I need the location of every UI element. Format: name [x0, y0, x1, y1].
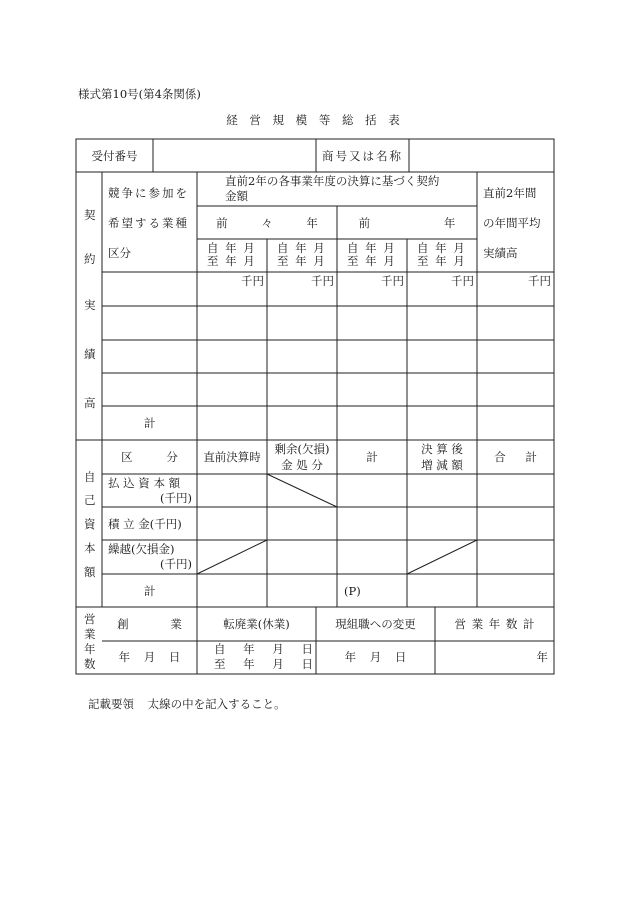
carried-forward-label-2: (千円)	[160, 557, 192, 571]
last-two-years-label-1: 直前2年の各事業年度の決算に基づく契約	[225, 174, 440, 188]
change-date: 年 月 日	[344, 650, 407, 664]
form-title: 経 営 規 模 等 総 括 表	[226, 113, 404, 127]
post-settlement-change-header-2: 増 減 額	[421, 458, 463, 472]
form-number: 様式第10号(第4条関係)	[78, 87, 201, 101]
diagonal-strike	[267, 474, 337, 507]
period-from-3: 自 年 月	[347, 241, 395, 255]
unit-label: 千円	[381, 274, 404, 288]
paid-in-capital-label-2: (千円)	[160, 491, 192, 505]
diagonal-strike	[407, 540, 477, 574]
capital-side-label-3: 資	[84, 517, 96, 531]
period-from-4: 自 年 月	[417, 241, 465, 255]
founded-date: 年 月 日	[118, 650, 181, 664]
suspension-to: 至 年 月 日	[214, 657, 313, 671]
grand-total-header: 合 計	[494, 450, 537, 464]
unit-label: 千円	[528, 274, 551, 288]
period-to-2: 至 年 月	[277, 254, 325, 268]
last-year-label: 前 年	[358, 216, 456, 230]
total-years-label: 営 業 年 数 計	[454, 617, 535, 631]
founded-label: 創 業	[117, 617, 182, 631]
at-settlement-header: 直前決算時	[203, 450, 261, 464]
capital-side-label-4: 本	[84, 541, 96, 555]
surplus-disposal-header-1: 剰余(欠損)	[274, 442, 330, 456]
period-to-1: 至 年 月	[207, 254, 255, 268]
period-from-2: 自 年 月	[277, 241, 325, 255]
organization-change-label: 現組職への変更	[335, 617, 416, 631]
average-label-1: 直前2年間	[483, 186, 537, 200]
year-before-last-label: 前 々 年	[216, 216, 318, 230]
business-type-label-2: 希望する業種	[108, 216, 189, 230]
period-to-4: 至 年 月	[417, 254, 465, 268]
unit-label: 千円	[241, 274, 264, 288]
average-label-3: 実績高	[483, 246, 518, 260]
suspension-label: 転廃業(休業)	[223, 617, 290, 631]
reserves-label: 積 立 金(千円)	[108, 517, 182, 531]
period-to-3: 至 年 月	[347, 254, 395, 268]
business-type-label-3: 区分	[108, 246, 131, 260]
subtotal-header: 計	[366, 450, 378, 464]
carried-forward-label-1: 繰越(欠損金)	[108, 542, 175, 556]
contract-side-label-2: 約	[84, 252, 96, 266]
footnote: 記載要領 太線の中を記入すること。	[88, 697, 286, 711]
unit-label: 千円	[311, 274, 334, 288]
capital-side-label-5: 額	[84, 565, 96, 579]
category-header: 区 分	[121, 450, 178, 464]
contract-side-label-5: 高	[84, 396, 96, 410]
contract-total-label: 計	[144, 416, 156, 430]
years-side-label-3: 年	[84, 642, 96, 656]
contract-side-label-1: 契	[84, 208, 96, 222]
surplus-disposal-header-2: 金 処 分	[281, 458, 323, 472]
business-type-label-1: 競争に参加を	[108, 186, 189, 200]
years-side-label-2: 業	[84, 627, 96, 641]
capital-total-p-label: (P)	[344, 584, 361, 598]
last-two-years-label-2: 金額	[225, 189, 248, 203]
receipt-number-field[interactable]	[154, 140, 315, 171]
years-unit: 年	[536, 650, 548, 664]
unit-label: 千円	[451, 274, 474, 288]
receipt-number-label: 受付番号	[91, 149, 138, 163]
years-side-label-1: 営	[84, 612, 96, 626]
period-from-1: 自 年 月	[207, 241, 255, 255]
company-name-label: 商号又は名称	[322, 149, 403, 163]
diagonal-strike	[197, 540, 267, 574]
contract-side-label-3: 実	[84, 298, 96, 312]
capital-total-label: 計	[144, 584, 156, 598]
capital-side-label-2: 己	[84, 493, 96, 507]
contract-side-label-4: 績	[84, 347, 96, 361]
paid-in-capital-label-1: 払 込 資 本 額	[108, 476, 181, 490]
years-side-label-4: 数	[84, 657, 96, 671]
company-name-field[interactable]	[410, 140, 553, 171]
suspension-from: 自 年 月 日	[214, 642, 313, 656]
average-label-2: の年間平均	[483, 216, 541, 230]
post-settlement-change-header-1: 決 算 後	[421, 442, 463, 456]
capital-side-label-1: 自	[84, 470, 96, 484]
